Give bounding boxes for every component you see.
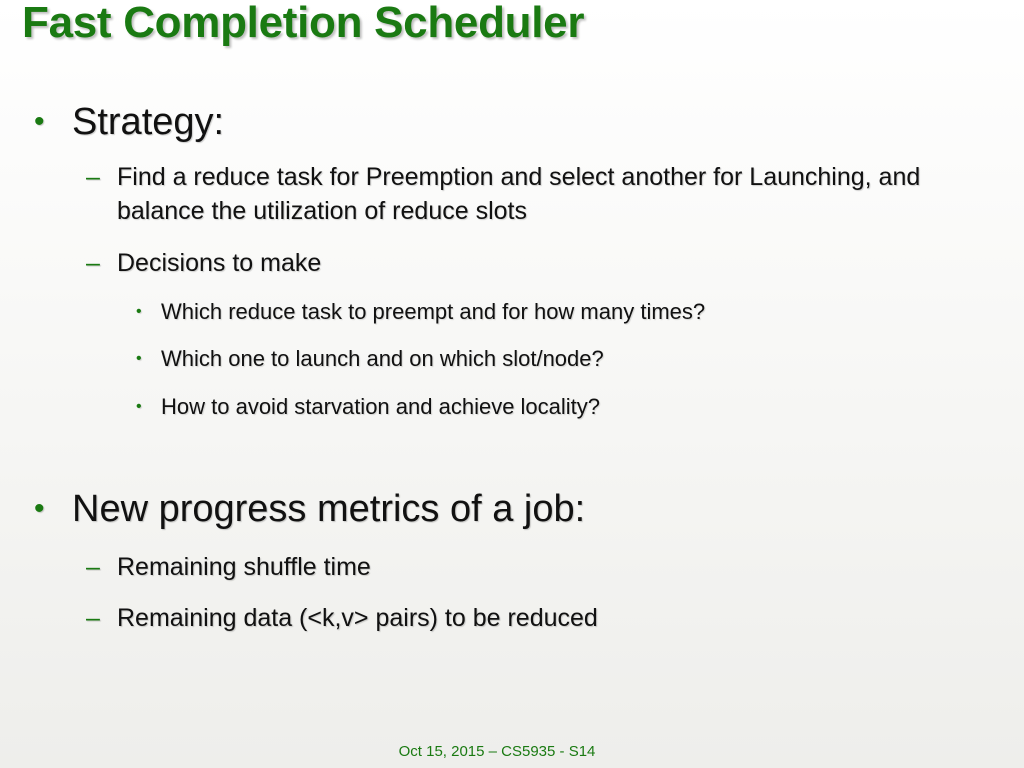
bullet-icon: • bbox=[34, 492, 45, 525]
slide-title: Fast Completion Scheduler bbox=[22, 0, 585, 47]
bullet-icon: • bbox=[136, 398, 142, 415]
subitem-find-reduce-task bbox=[86, 160, 986, 228]
dash-icon: – bbox=[86, 249, 100, 277]
decision-text: How to avoid starvation and achieve locality? bbox=[161, 394, 601, 419]
subitem-text: Remaining shuffle time bbox=[117, 553, 371, 581]
subitem-decisions bbox=[86, 246, 986, 280]
subitem-remaining-data bbox=[86, 601, 986, 635]
subitem-text: Find a reduce task for Preemption and select another for Launching, and balance the utilization of reduce slots bbox=[117, 163, 921, 225]
subitem-text: Remaining data (<k,v> pairs) to be reduced bbox=[117, 604, 598, 632]
dash-icon: – bbox=[86, 163, 100, 191]
bullet-icon: • bbox=[136, 303, 142, 320]
dash-icon: – bbox=[86, 604, 100, 632]
bullet-icon: • bbox=[136, 350, 142, 367]
decision-text: Which reduce task to preempt and for how many times? bbox=[161, 299, 706, 324]
subitem-text: Decisions to make bbox=[117, 249, 322, 277]
slide-footer: Oct 15, 2015 – CS5935 - S14 bbox=[398, 743, 596, 760]
dash-icon: – bbox=[86, 553, 100, 581]
bullet-text: New progress metrics of a job: bbox=[72, 488, 586, 530]
bullet-text: Strategy: bbox=[72, 101, 225, 143]
decision-text: Which one to launch and on which slot/node? bbox=[161, 346, 604, 371]
bullet-icon: • bbox=[34, 105, 45, 138]
subitem-shuffle-time bbox=[86, 550, 986, 584]
